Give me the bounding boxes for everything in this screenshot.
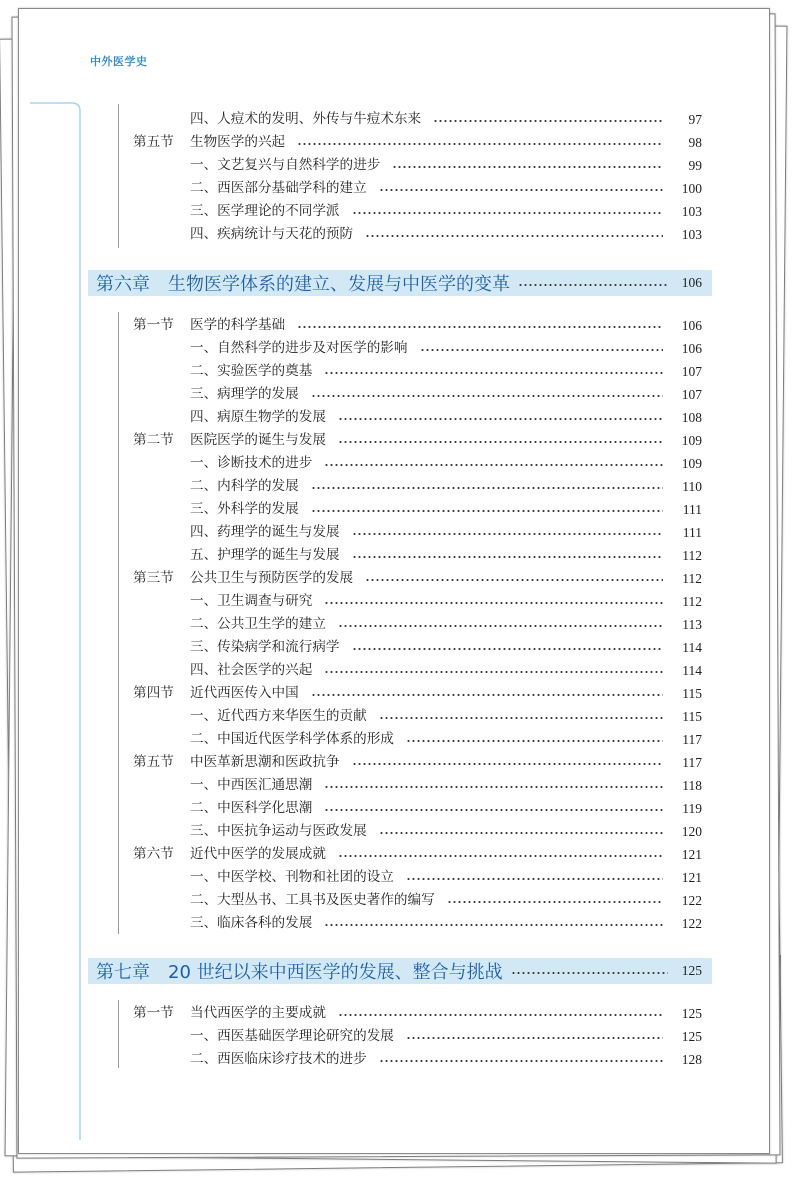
entry-title: 二、中医科学化思潮 bbox=[190, 800, 313, 816]
leader-dots bbox=[352, 751, 663, 774]
page-number: 115 bbox=[682, 709, 702, 724]
entry-title: 二、大型丛书、工具书及医史著作的编写 bbox=[190, 892, 435, 908]
page-number: 103 bbox=[681, 204, 702, 219]
page-number: 125 bbox=[681, 1006, 702, 1021]
section-number: 第五节 bbox=[133, 754, 174, 770]
leader-dots bbox=[379, 820, 663, 843]
leader-dots bbox=[324, 590, 663, 613]
entry-title: 生物医学的兴起 bbox=[190, 134, 286, 150]
section-number: 第二节 bbox=[133, 432, 174, 448]
page-number: 99 bbox=[688, 158, 702, 173]
toc-subsection-entry bbox=[133, 452, 702, 475]
entry-title: 一、西医基础医学理论研究的发展 bbox=[190, 1028, 394, 1044]
toc-subsection-entry bbox=[133, 337, 702, 360]
toc-subsection-entry bbox=[133, 521, 702, 544]
page-number: 100 bbox=[681, 181, 702, 196]
entry-title: 五、护理学的诞生与发展 bbox=[190, 547, 340, 563]
leader-dots bbox=[324, 912, 663, 935]
entry-title: 医院医学的诞生与发展 bbox=[190, 432, 326, 448]
page-number: 111 bbox=[682, 525, 702, 540]
toc-block-chapter6 bbox=[133, 314, 702, 935]
entry-title: 中医革新思潮和医政抗争 bbox=[190, 754, 340, 770]
toc-subsection-entry bbox=[133, 177, 702, 200]
entry-title: 医学的科学基础 bbox=[190, 317, 286, 333]
page-number: 115 bbox=[682, 686, 702, 701]
entry-title: 三、外科学的发展 bbox=[190, 501, 299, 517]
toc-subsection-entry bbox=[133, 889, 702, 912]
toc-subsection-entry bbox=[133, 154, 702, 177]
page-number: 121 bbox=[681, 870, 702, 885]
toc-subsection-entry bbox=[133, 1048, 702, 1071]
entry-title: 二、中国近代医学科学体系的形成 bbox=[190, 731, 394, 747]
chapter-banner bbox=[88, 270, 712, 296]
entry-title: 四、疾病统计与天花的预防 bbox=[190, 226, 354, 242]
toc-section-entry bbox=[133, 567, 702, 590]
leader-dots bbox=[352, 521, 663, 544]
indent-rule bbox=[118, 312, 119, 934]
page-number: 112 bbox=[682, 548, 702, 563]
page-number: 128 bbox=[681, 1052, 702, 1067]
page-number: 110 bbox=[682, 479, 702, 494]
page-number: 107 bbox=[681, 387, 702, 402]
leader-dots bbox=[518, 270, 668, 296]
toc-subsection-entry bbox=[133, 406, 702, 429]
page-number: 103 bbox=[681, 227, 702, 242]
leader-dots bbox=[324, 797, 663, 820]
entry-title: 一、近代西方来华医生的贡献 bbox=[190, 708, 367, 724]
entry-title: 近代中医学的发展成就 bbox=[190, 846, 326, 862]
toc-block-chapter7 bbox=[133, 1002, 702, 1071]
leader-dots bbox=[338, 429, 663, 452]
page-number: 106 bbox=[681, 341, 702, 356]
leader-dots bbox=[392, 154, 663, 177]
toc-subsection-entry bbox=[133, 383, 702, 406]
leader-dots bbox=[379, 1048, 663, 1071]
leader-dots bbox=[338, 843, 663, 866]
toc-subsection-entry bbox=[133, 498, 702, 521]
entry-title: 三、临床各科的发展 bbox=[190, 915, 313, 931]
section-number: 第四节 bbox=[133, 685, 174, 701]
margin-rule bbox=[28, 100, 88, 1145]
leader-dots bbox=[297, 314, 663, 337]
entry-title: 二、实验医学的奠基 bbox=[190, 363, 313, 379]
leader-dots bbox=[365, 567, 663, 590]
chapter-title: 生物医学体系的建立、发展与中医学的变革 bbox=[168, 274, 510, 295]
running-header-book-title: 中外医学史 bbox=[90, 55, 148, 68]
chapter-banner bbox=[88, 958, 712, 984]
toc-block-continued bbox=[133, 108, 702, 246]
toc-subsection-entry bbox=[133, 200, 702, 223]
leader-dots bbox=[311, 475, 663, 498]
entry-title: 三、传染病学和流行病学 bbox=[190, 639, 340, 655]
chapter-page-number: 106 bbox=[681, 275, 702, 290]
toc-subsection-entry bbox=[133, 590, 702, 613]
toc-subsection-entry bbox=[133, 544, 702, 567]
section-number: 第六节 bbox=[133, 846, 174, 862]
leader-dots bbox=[433, 108, 663, 131]
toc-subsection-entry bbox=[133, 705, 702, 728]
entry-title: 一、中医学校、刊物和社团的设立 bbox=[190, 869, 394, 885]
entry-title: 二、内科学的发展 bbox=[190, 478, 299, 494]
chapter-number: 第六章 bbox=[96, 274, 150, 295]
page-number: 112 bbox=[682, 594, 702, 609]
entry-title: 二、公共卫生学的建立 bbox=[190, 616, 326, 632]
toc-subsection-entry bbox=[133, 475, 702, 498]
page-number: 117 bbox=[682, 755, 702, 770]
leader-dots bbox=[406, 728, 663, 751]
entry-title: 三、病理学的发展 bbox=[190, 386, 299, 402]
entry-title: 一、自然科学的进步及对医学的影响 bbox=[190, 340, 408, 356]
leader-dots bbox=[311, 682, 663, 705]
section-number: 第一节 bbox=[133, 317, 174, 333]
page-number: 114 bbox=[682, 640, 702, 655]
leader-dots bbox=[352, 544, 663, 567]
page-number: 120 bbox=[681, 824, 702, 839]
entry-title: 三、中医抗争运动与医政发展 bbox=[190, 823, 367, 839]
chapter-title: 20 世纪以来中西医学的发展、整合与挑战 bbox=[168, 962, 503, 983]
entry-title: 当代西医学的主要成就 bbox=[190, 1005, 326, 1021]
section-number: 第一节 bbox=[133, 1005, 174, 1021]
entry-title: 二、西医临床诊疗技术的进步 bbox=[190, 1051, 367, 1067]
page-number: 122 bbox=[681, 916, 702, 931]
page-number: 109 bbox=[681, 456, 702, 471]
leader-dots bbox=[352, 636, 663, 659]
toc-section-entry bbox=[133, 751, 702, 774]
leader-dots bbox=[447, 889, 663, 912]
leader-dots bbox=[311, 383, 663, 406]
toc-section-entry bbox=[133, 429, 702, 452]
entry-title: 一、文艺复兴与自然科学的进步 bbox=[190, 157, 381, 173]
page-number: 125 bbox=[681, 1029, 702, 1044]
entry-title: 公共卫生与预防医学的发展 bbox=[190, 570, 354, 586]
toc-subsection-entry bbox=[133, 360, 702, 383]
leader-dots bbox=[511, 958, 668, 984]
toc-section-entry bbox=[133, 682, 702, 705]
entry-title: 一、诊断技术的进步 bbox=[190, 455, 313, 471]
leader-dots bbox=[324, 774, 663, 797]
page-number: 107 bbox=[681, 364, 702, 379]
leader-dots bbox=[406, 1025, 663, 1048]
toc-subsection-entry bbox=[133, 613, 702, 636]
leader-dots bbox=[352, 200, 663, 223]
page-number: 111 bbox=[682, 502, 702, 517]
section-number: 第三节 bbox=[133, 570, 174, 586]
toc-subsection-entry bbox=[133, 659, 702, 682]
page-number: 97 bbox=[688, 112, 702, 127]
leader-dots bbox=[324, 360, 663, 383]
toc-subsection-entry bbox=[133, 820, 702, 843]
toc-subsection-entry bbox=[133, 797, 702, 820]
toc-subsection-entry bbox=[133, 1025, 702, 1048]
entry-title: 四、病原生物学的发展 bbox=[190, 409, 326, 425]
toc-subsection-entry bbox=[133, 912, 702, 935]
leader-dots bbox=[379, 705, 663, 728]
leader-dots bbox=[420, 337, 664, 360]
leader-dots bbox=[338, 613, 663, 636]
toc-subsection-entry bbox=[133, 774, 702, 797]
page-number: 118 bbox=[682, 778, 702, 793]
chapter-number: 第七章 bbox=[96, 962, 150, 983]
toc-section-entry bbox=[133, 314, 702, 337]
toc-subsection-entry bbox=[133, 223, 702, 246]
toc-subsection-entry bbox=[133, 636, 702, 659]
leader-dots bbox=[324, 659, 663, 682]
section-number: 第五节 bbox=[133, 134, 174, 150]
page-number: 108 bbox=[681, 410, 702, 425]
toc-subsection-entry bbox=[133, 866, 702, 889]
entry-title: 近代西医传入中国 bbox=[190, 685, 299, 701]
page-number: 106 bbox=[681, 318, 702, 333]
page-number: 119 bbox=[682, 801, 702, 816]
leader-dots bbox=[379, 177, 663, 200]
page-number: 109 bbox=[681, 433, 702, 448]
page-number: 114 bbox=[682, 663, 702, 678]
page-number: 112 bbox=[682, 571, 702, 586]
entry-title: 一、中西医汇通思潮 bbox=[190, 777, 313, 793]
toc-section-entry bbox=[133, 131, 702, 154]
toc-subsection-entry bbox=[133, 728, 702, 751]
entry-title: 四、人痘术的发明、外传与牛痘术东来 bbox=[190, 111, 422, 127]
toc-subsection-entry bbox=[133, 108, 702, 131]
entry-title: 二、西医部分基础学科的建立 bbox=[190, 180, 367, 196]
leader-dots bbox=[311, 498, 663, 521]
leader-dots bbox=[297, 131, 663, 154]
leader-dots bbox=[406, 866, 663, 889]
page-number: 121 bbox=[681, 847, 702, 862]
toc-section-entry bbox=[133, 843, 702, 866]
entry-title: 四、药理学的诞生与发展 bbox=[190, 524, 340, 540]
leader-dots bbox=[365, 223, 663, 246]
leader-dots bbox=[324, 452, 663, 475]
leader-dots bbox=[338, 1002, 663, 1025]
indent-rule bbox=[118, 1000, 119, 1068]
indent-rule bbox=[118, 104, 119, 248]
toc-section-entry bbox=[133, 1002, 702, 1025]
chapter-page-number: 125 bbox=[681, 963, 702, 978]
page-number: 117 bbox=[682, 732, 702, 747]
entry-title: 四、社会医学的兴起 bbox=[190, 662, 313, 678]
page-number: 98 bbox=[688, 135, 702, 150]
page-number: 113 bbox=[682, 617, 702, 632]
entry-title: 三、医学理论的不同学派 bbox=[190, 203, 340, 219]
leader-dots bbox=[338, 406, 663, 429]
page-number: 122 bbox=[681, 893, 702, 908]
entry-title: 一、卫生调查与研究 bbox=[190, 593, 313, 609]
